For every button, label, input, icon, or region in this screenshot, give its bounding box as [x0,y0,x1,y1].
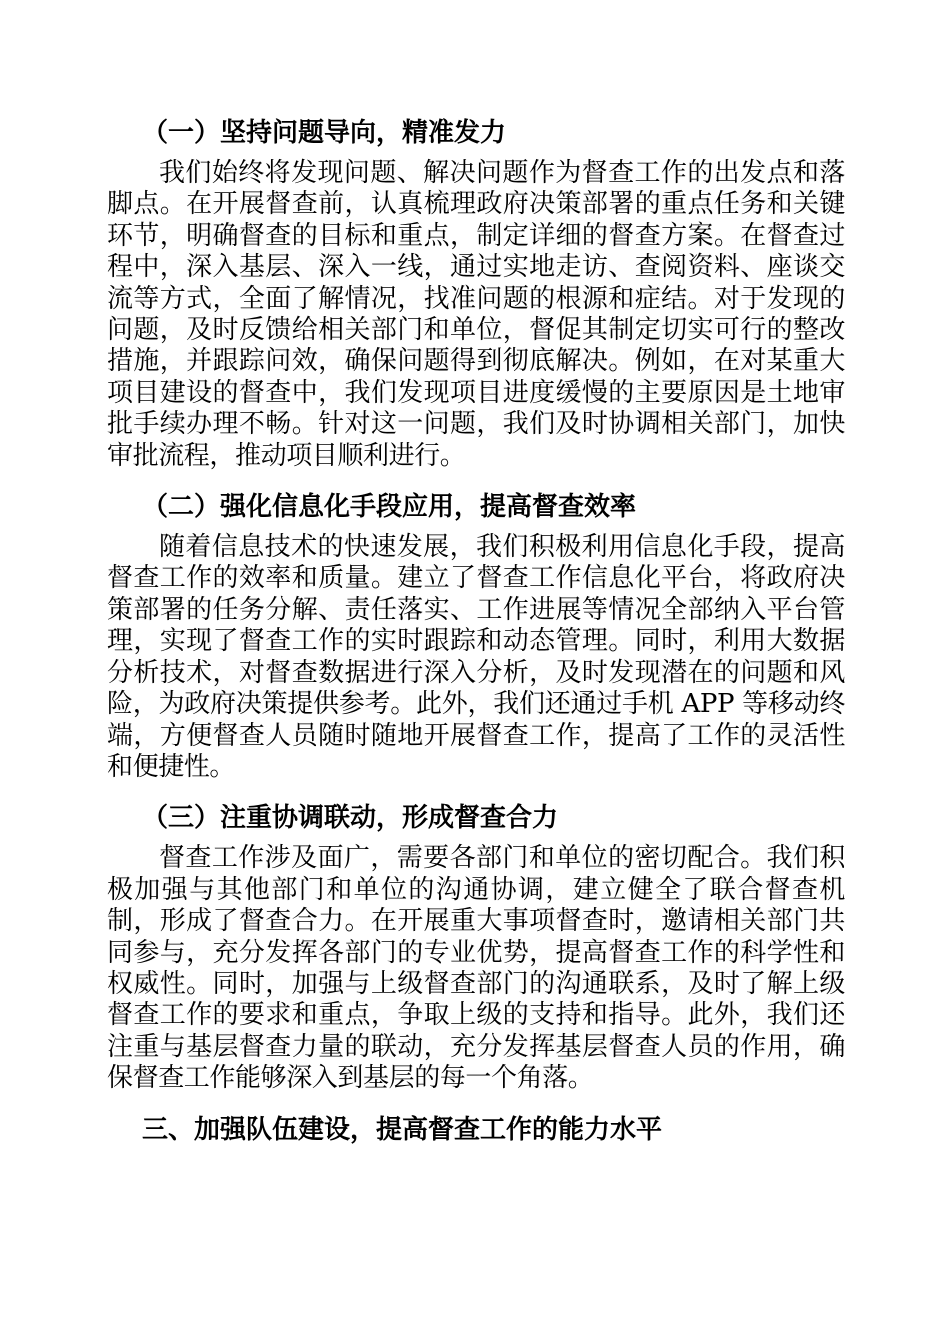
section-paragraph-1: 我们始终将发现问题、解决问题作为督查工作的出发点和落脚点。在开展督查前，认真梳理政府决策部署的重点任务和关键环节，明确督查的目标和重点，制定详细的督查方案。在督查过程中，深入基层、深入一线，通过实地走访、查阅资料、座谈交流等方式，全面了解情况，找准问题的根源和症结。对于发现的问题，及时反馈给相关部门和单位，督促其制定切实可行的整改措施，并跟踪问效，确保问题得到彻底解决。例如，在对某重大项目建设的督查中，我们发现项目进度缓慢的主要原因是土地审批手续办理不畅。针对这一问题，我们及时协调相关部门，加快审批流程，推动项目顺利进行。 [107,158,845,471]
chapter-heading-3: 三、加强队伍建设，提高督查工作的能力水平 [142,1114,663,1145]
section-paragraph-2: 随着信息技术的快速发展，我们积极利用信息化手段，提高督查工作的效率和质量。建立了督查工作信息化平台，将政府决策部署的任务分解、责任落实、工作进展等情况全部纳入平台管理，实现了督查工作的实时跟踪和动态管理。同时，利用大数据分析技术，对督查数据进行深入分析，及时发现潜在的问题和风险，为政府决策提供参考。此外，我们还通过手机 APP 等移动终端，方便督查人员随时随地开展督查工作，提高了工作的灵活性和便捷性。 [107,532,845,782]
section-heading-3: （三）注重协调联动，形成督查合力 [142,803,559,834]
section-paragraph-3: 督查工作涉及面广，需要各部门和单位的密切配合。我们积极加强与其他部门和单位的沟通协调，建立健全了联合督查机制，形成了督查合力。在开展重大事项督查时，邀请相关部门共同参与，充分发挥各部门的专业优势，提高督查工作的科学性和权威性。同时，加强与上级督查部门的沟通联系，及时了解上级督查工作的要求和重点，争取上级的支持和指导。此外，我们还注重与基层督查力量的联动，充分发挥基层督查人员的作用，确保督查工作能够深入到基层的每一个角落。 [107,843,845,1094]
section-heading-2: （二）强化信息化手段应用，提高督查效率 [142,492,637,523]
document-page [107,112,845,1151]
section-heading-1: （一）坚持问题导向，精准发力 [142,118,507,148]
